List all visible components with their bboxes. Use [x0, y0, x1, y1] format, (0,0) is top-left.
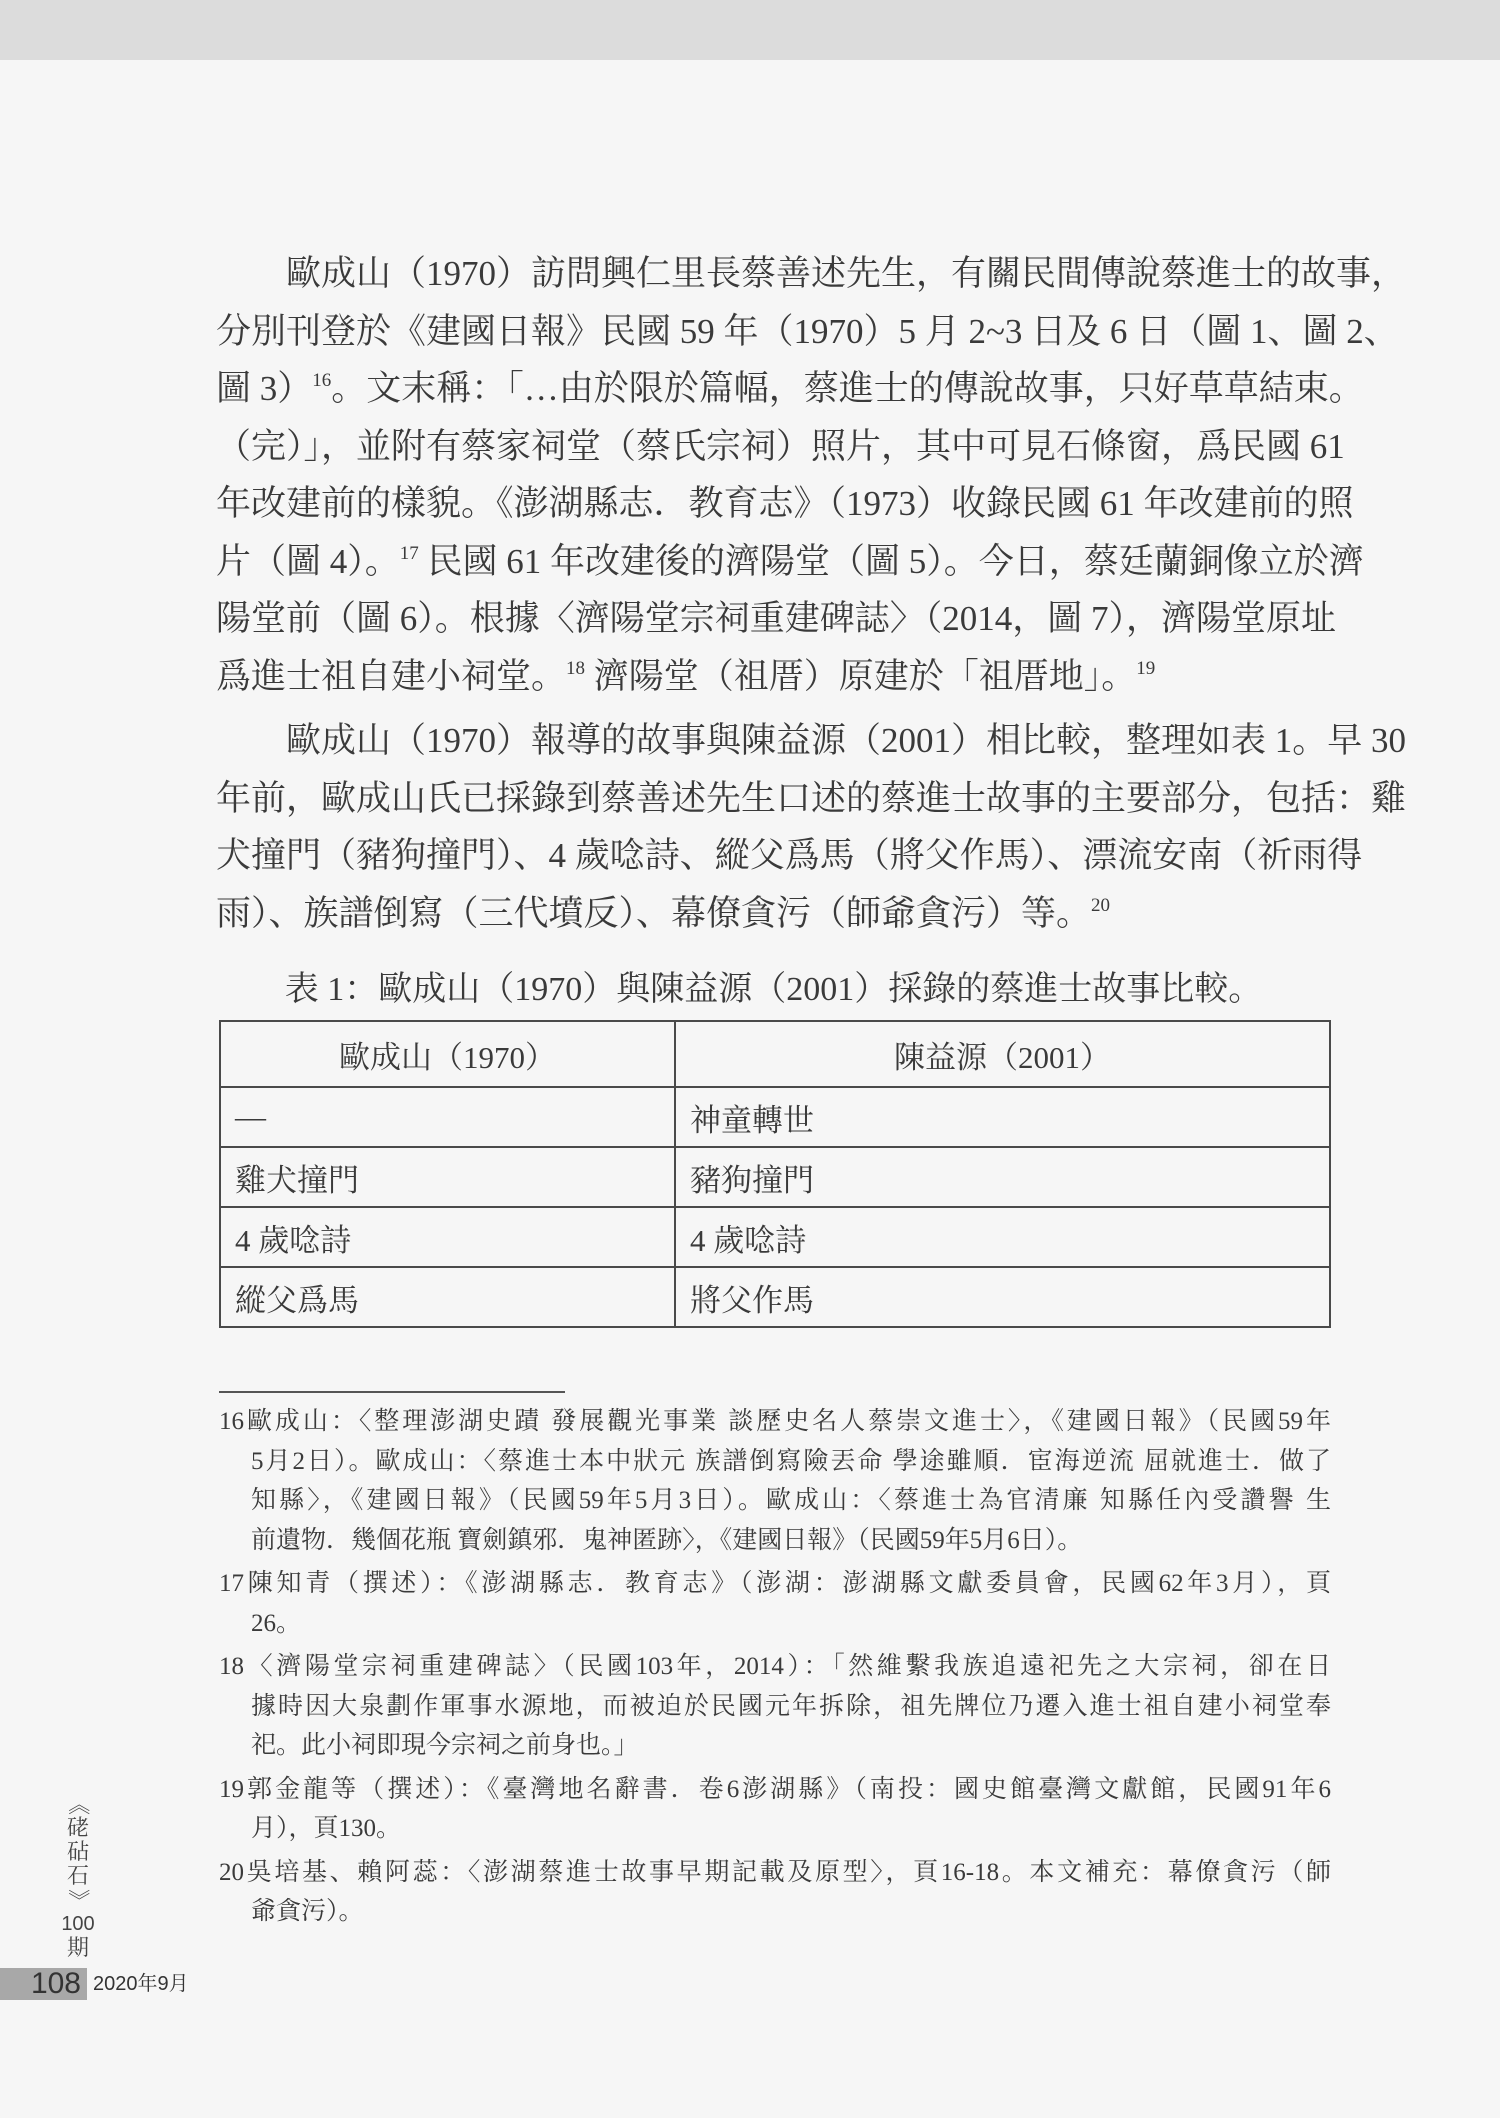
- footnote-reference: 19: [1136, 657, 1156, 679]
- footnote-line: 祀。此小祠即現今宗祠之前身也。」: [251, 1732, 639, 1759]
- footnote-line: 18〈濟陽堂宗祠重建碑誌〉（民國103年，2014）：「然維繫我族追遠祀先之大宗祠，卻在日: [219, 1653, 1331, 1680]
- text-run: （完）」，並附有蔡家祠堂（蔡氏宗祠）照片，其中可見石條窗，爲民國 61: [216, 426, 1345, 466]
- scan-top-margin: [0, 0, 1500, 60]
- paragraph-2: [216, 712, 1407, 942]
- table-row: [220, 1267, 1330, 1327]
- table-cell: 4 歲唸詩: [220, 1207, 675, 1267]
- column-header: 歐成山（1970）: [220, 1021, 675, 1087]
- table-header-row: [220, 1021, 1330, 1087]
- table-cell: 縱父爲馬: [220, 1267, 675, 1327]
- table-cell: 豬狗撞門: [675, 1147, 1330, 1207]
- footnote: [219, 1853, 1331, 1932]
- text-line: [216, 418, 1345, 476]
- table-cell: 神童轉世: [675, 1087, 1330, 1147]
- footnote-line: 爺貪污）。: [251, 1898, 364, 1925]
- text-run: 片（圖 4）。: [216, 541, 400, 581]
- journal-title-char: 100: [61, 1913, 95, 1935]
- issue-date: 2020年9月: [93, 1973, 189, 1995]
- footnote-reference: 17: [399, 542, 419, 564]
- paragraph-1: [216, 245, 1407, 705]
- table-row: [220, 1087, 1330, 1147]
- column-header: 陳益源（2001）: [675, 1021, 1330, 1087]
- footnote-line: 前遺物．幾個花瓶 寶劍鎮邪．鬼神匿跡〉，《建國日報》（民國59年5月6日）。: [251, 1526, 1083, 1554]
- text-run: 分別刊登於《建國日報》民國 59 年（1970）5 月 2~3 日及 6 日（圖 1、圖 2、: [216, 311, 1399, 351]
- footnote-line: 19郭金龍等（撰述）：《臺灣地名辭書．卷6澎湖縣》（南投：國史館臺灣文獻館，民國91年6: [219, 1775, 1331, 1803]
- footnote-divider: [219, 1391, 565, 1393]
- footnote-reference: 16: [312, 370, 332, 391]
- text-run: 雨）、族譜倒寫（三代墳反）、幕僚貪污（師爺貪污）等。: [216, 893, 1092, 933]
- text-run: 民國 61 年改建後的濟陽堂（圖 5）。今日，蔡廷蘭銅像立於濟: [418, 541, 1364, 581]
- text-line: [216, 533, 1364, 591]
- text-line: [216, 770, 1407, 828]
- text-line: [216, 885, 1331, 943]
- footnote-reference: 20: [1091, 894, 1111, 916]
- text-run: 濟陽堂（祖厝）原建於「祖厝地」。: [585, 656, 1137, 696]
- text-run: 犬撞門（豬狗撞門）、4 歲唸詩、縱父爲馬（將父作馬）、漂流安南（祈雨得: [216, 836, 1363, 875]
- table-cell: —: [220, 1087, 675, 1147]
- text-line: [216, 712, 1407, 770]
- journal-title-char: 砧: [66, 1839, 89, 1864]
- text-run: 歐成山（1970）訪問興仁里長蔡善述先生，有關民間傳說蔡進士的故事，: [286, 254, 1407, 293]
- journal-title-char: 石: [66, 1863, 89, 1888]
- footnote-line: 月），頁130。: [251, 1815, 402, 1842]
- table-caption: 表 1：歐成山（1970）與陳益源（2001）採錄的蔡進士故事比較。: [284, 971, 1263, 1008]
- footnote-line: 16歐成山：〈整理澎湖史蹟 發展觀光事業 談歷史名人蔡崇文進士〉，《建國日報》（民國59年: [219, 1408, 1331, 1435]
- text-line: [216, 360, 1364, 418]
- footnote-line: 20吳培基、賴阿蕊：〈澎湖蔡進士故事早期記載及原型〉，頁16-18。本文補充：幕僚貪污（師: [219, 1858, 1331, 1886]
- text-line: [216, 245, 1407, 303]
- footnote-line: 26。: [251, 1609, 302, 1637]
- table-row: [220, 1207, 1330, 1267]
- footnotes: [219, 1402, 1331, 1936]
- journal-title-char: 硓: [66, 1815, 89, 1840]
- text-run: 年改建前的樣貌。《澎湖縣志．教育志》（1973）收錄民國 61 年改建前的照: [216, 484, 1354, 523]
- footnote-line: 17陳知青（撰述）：《澎湖縣志．教育志》（澎湖：澎湖縣文獻委員會，民國62年3月），頁: [219, 1570, 1331, 1597]
- text-run: 圖 3）: [216, 369, 313, 408]
- text-run: 爲進士祖自建小祠堂。: [216, 656, 567, 696]
- journal-title-char: 期: [66, 1935, 89, 1960]
- page-number: 108: [0, 1968, 87, 2000]
- table-cell: 4 歲唸詩: [675, 1207, 1330, 1267]
- table-cell: 將父作馬: [675, 1267, 1330, 1327]
- journal-title-char: 》: [66, 1888, 91, 1911]
- footnote: [219, 1647, 1331, 1766]
- footnote-line: 知縣〉，《建國日報》（民國59年5月3日）。歐成山：〈蔡進士為官清廉 知縣任內受讚譽 生: [251, 1487, 1331, 1514]
- footnote-reference: 18: [566, 657, 586, 679]
- footnote: [219, 1564, 1331, 1643]
- footnote: [219, 1770, 1331, 1849]
- table-cell: 雞犬撞門: [220, 1147, 675, 1207]
- footnote: [219, 1402, 1331, 1560]
- journal-title-char: 《: [66, 1792, 91, 1815]
- journal-title-vertical: [58, 1792, 98, 1960]
- footnote-line: 據時因大泉劃作軍事水源地，而被迫於民國元年拆除，祖先牌位乃遷入進士祖自建小祠堂奉: [251, 1692, 1331, 1720]
- text-line: [216, 827, 1363, 885]
- comparison-table: [219, 1020, 1331, 1328]
- text-run: 年前，歐成山氏已採錄到蔡善述先生口述的蔡進士故事的主要部分，包括：雞: [216, 778, 1407, 818]
- text-line: [216, 475, 1354, 533]
- text-line: [216, 590, 1337, 648]
- table-row: [220, 1147, 1330, 1207]
- footnote-line: 5月2日）。歐成山：〈蔡進士本中狀元 族譜倒寫險丟命 學途雖順．宦海逆流 屈就進士．做了: [251, 1447, 1331, 1475]
- text-run: 。文末稱：「…由於限於篇幅，蔡進士的傳說故事，只好草草結束。: [331, 369, 1364, 408]
- text-line: [216, 303, 1399, 361]
- text-run: 陽堂前（圖 6）。根據〈濟陽堂宗祠重建碑誌〉（2014，圖 7），濟陽堂原址: [216, 599, 1337, 638]
- text-run: 歐成山（1970）報導的故事與陳益源（2001）相比較，整理如表 1。早 30: [286, 721, 1407, 760]
- text-line: [216, 648, 1331, 706]
